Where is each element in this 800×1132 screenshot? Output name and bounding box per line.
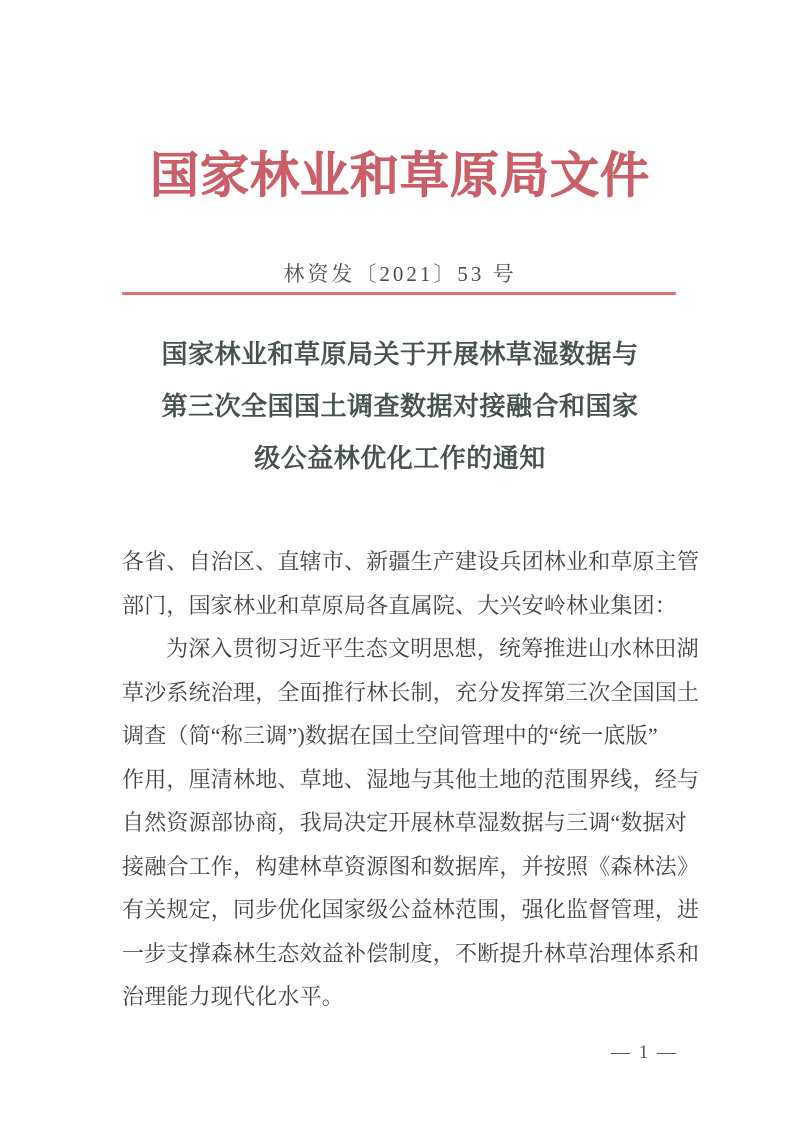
- masthead-title: 国家林业和草原局文件: [149, 148, 650, 203]
- document-body: [122, 540, 700, 1019]
- paragraph-line-5: 自然资源部协商，我局决定开展林草湿数据与三调“数据对: [122, 810, 687, 835]
- paragraph-line-9: 治理能力现代化水平。: [122, 984, 345, 1009]
- title-line-3: 级公益林优化工作的通知: [254, 443, 546, 473]
- page-number: — 1 —: [611, 1042, 678, 1063]
- document-number: 林资发〔2021〕53 号: [283, 262, 517, 286]
- paragraph-line-2: 草沙系统治理，全面推行林长制，充分发挥第三次全国国土: [122, 679, 700, 705]
- paragraph-line-4: 作用，厘清林地、草地、湿地与其他土地的范围界线，经与: [122, 766, 700, 792]
- document-title: [100, 328, 700, 484]
- title-line-2: 第三次全国国土调查数据对接融合和国家: [161, 391, 639, 421]
- paragraph-line-3: 调查（简“称三调”)数据在国土空间管理中的“统一底版”: [122, 723, 658, 748]
- red-divider-rule: [122, 292, 676, 295]
- paragraph-line-8: 一步支撑森林生态效益补偿制度，不断提升林草治理体系和: [122, 940, 700, 966]
- paragraph-line-7: 有关规定，同步优化国家级公益林范围，强化监督管理，进: [122, 897, 700, 922]
- salutation-line-2: 部门，国家林业和草原局各直属院、大兴安岭林业集团：: [122, 592, 678, 618]
- salutation-line-1: 各省、自治区、直辖市、新疆生产建设兵团林业和草原主管: [122, 549, 700, 574]
- paragraph-line-1: 为深入贯彻习近平生态文明思想，统筹推进山水林田湖: [166, 636, 699, 661]
- paragraph-line-6: 接融合工作，构建林草资源图和数据库，并按照《森林法》: [122, 853, 700, 879]
- title-line-1: 国家林业和草原局关于开展林草湿数据与: [161, 339, 639, 369]
- masthead: [0, 148, 800, 204]
